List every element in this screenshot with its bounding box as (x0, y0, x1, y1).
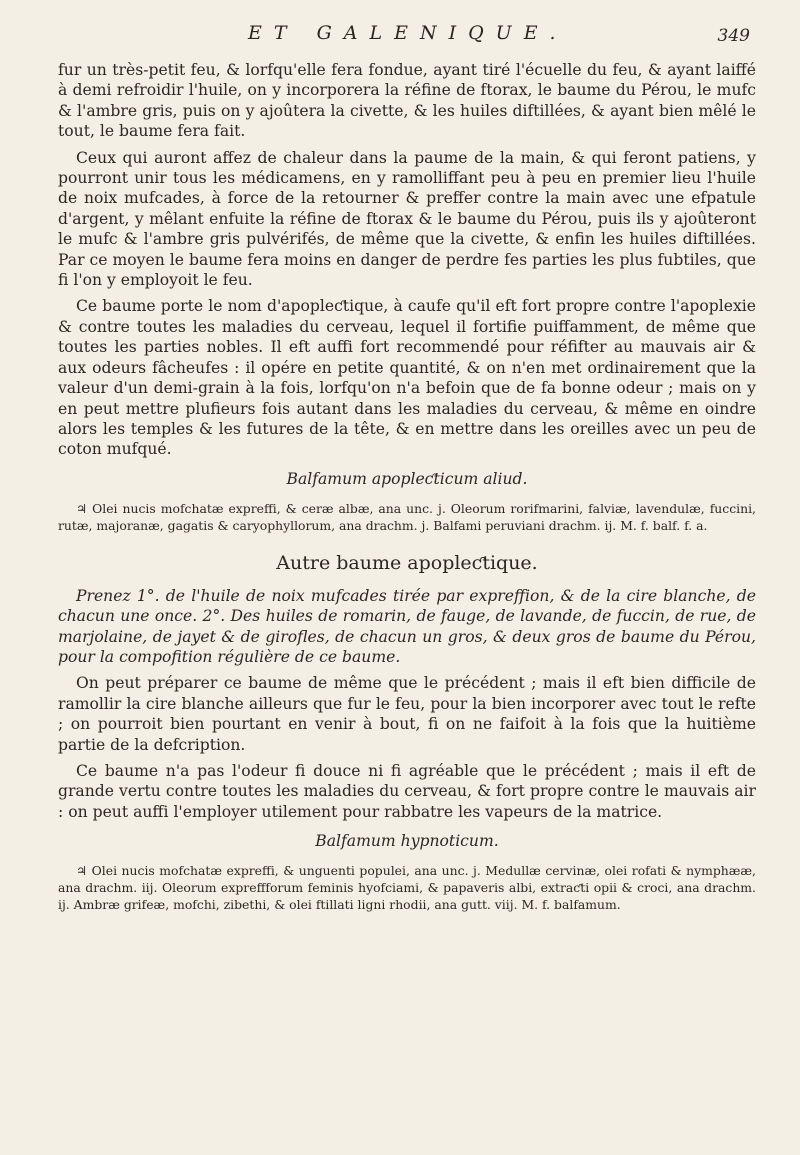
paragraph-3: Ce baume porte le nom d'apopleƈtique, à caufe qu'il eft fort propre contre l'apoplexie & contre toutes les maladies du cerveau, lequel il fortifie puiffamment, de même que toutes les parties nobles. Il eft auffi fort recommendé pour réfifter au mauvais air & aux odeurs fâcheufes : il opére en petite quantité, & on n'en met ordinairement que la valeur d'un demi-grain à la fois, lorfqu'on n'a befoin que de fa bonne odeur ; mais on y en peut mettre plufieurs fois autant dans les maladies du cerveau, & même en oindre alors les temples & les futures de la tête, & en mettre dans les oreilles avec un peu de coton mufqué. (58, 297, 756, 459)
paragraph-4: On peut préparer ce baume de même que le précédent ; mais il eft bien difficile de ramollir la cire blanche ailleurs que fur le feu, pour la bien incorporer avec tout le refte ; on pourroit bien pourtant en venir à bout, fi on ne faifoit à la fois que la huitième partie de la defcription. (58, 674, 756, 754)
heading-autre-baume: Autre baume apopleƈtique. (276, 551, 538, 574)
latin-recipe-2: ♃ Olei nucis mofchatæ expreffi, & unguenti populei, ana unc. j. Medullæ cervinæ, olei rofati & nymphææ, ana drachm. iij. Oleorum expreffforum feminis hyofciami, & papaveris albi, extraƈti opii & croci, ana drachm. ij. Ambræ grifeæ, mofchi, zibethi, & olei ftillati ligni rhodii, ana gutt. viij. M. f. balfamum. (58, 863, 756, 913)
paragraph-5: Ce baume n'a pas l'odeur fi douce ni fi agréable que le précédent ; mais il eft de grande vertu contre toutes les maladies du cerveau, & fort propre contre le mauvais air : on peut auffi l'employer utilement pour rabbatre les vapeurs de la matrice. (58, 761, 756, 821)
section-title-balsamum-hypnoticum: Balfamum hypnoticum. (315, 832, 499, 851)
paragraph-2: Ceux qui auront affez de chaleur dans la paume de la main, & qui feront patiens, y pourront unir tous les médicamens, en y ramolliffant peu à peu en premier lieu l'huile de noix mufcades, à force de la retourner & preffer contre la main avec une efpatule d'argent, y mêlant enfuite la réfine de ftorax & le baume du Pérou, puis ils y ajoûteront le mufc & l'ambre gris pulvérifés, de même que la civette, & enfin les huiles diftillées. Par ce moyen le baume fera moins en danger de perdre fes parties les plus fubtiles, que fi l'on y employoit le feu. (58, 148, 756, 290)
section-title-balsamum-apoplecticum: Balfamum apopleƈticum aliud. (286, 469, 528, 488)
page-number: 349 (717, 26, 750, 46)
recipe-paragraph: Prenez 1°. de l'huile de noix mufcades tirée par expreffion, & de la cire blanche, de chacun une once. 2°. Des huiles de romarin, de fauge, de lavande, de fuccin, de rue, de marjolaine, de jayet & de girofles, de chacun un gros, & deux gros de baume du Pérou, pour la compofition régulière de ce baume. (58, 586, 756, 666)
running-title: ET GALENIQUE. (248, 22, 568, 44)
page-header (58, 22, 756, 60)
paragraph-1: fur un très-petit feu, & lorfqu'elle fera fondue, ayant tiré l'écuelle du feu, & ayant laiffé à demi refroidir l'huile, on y incorporera la réfine de ftorax, le baume du Pérou, le mufc & l'ambre gris, puis on y ajoûtera la civette, & les huiles diftillées, & ayant bien mêlé le tout, le baume fera fait. (58, 61, 756, 141)
latin-recipe-1: ♃ Olei nucis mofchatæ expreffi, & ceræ albæ, ana unc. j. Oleorum rorifmarini, falviæ, lavendulæ, fuccini, rutæ, majoranæ, gagatis & caryophyllorum, ana drachm. j. Balfami peruviani drachm. ij. M. f. balf. f. a. (58, 500, 756, 533)
